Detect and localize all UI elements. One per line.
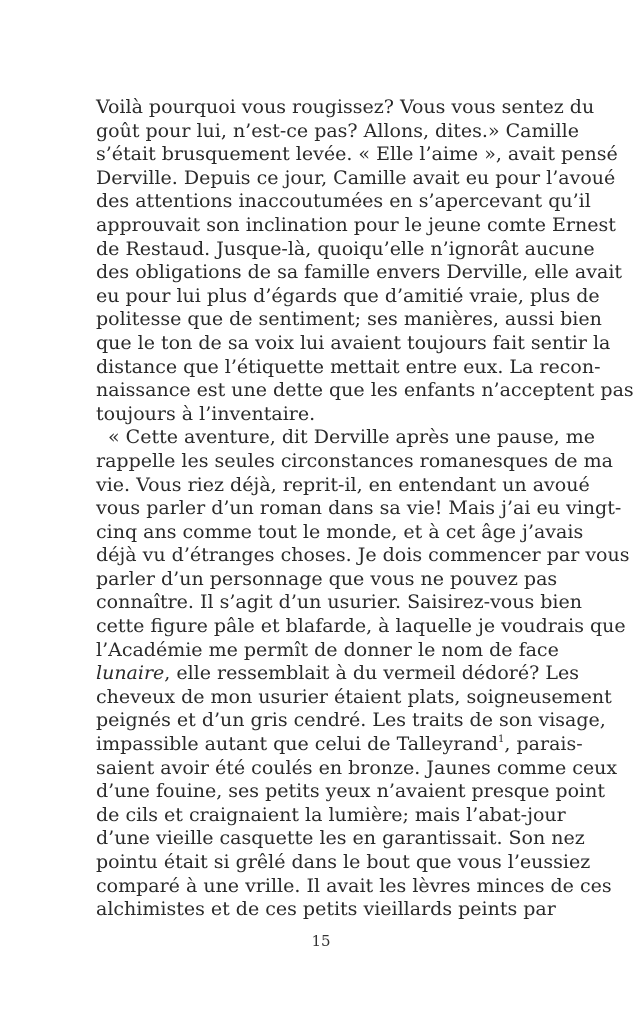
text-line: déjà vu d’étranges choses. Je dois commencer par vous <box>96 544 630 567</box>
text-line: pointu était si grêlé dans le bout que vous l’eussiez <box>96 851 591 873</box>
text-line: des obligations de sa famille envers Derville, elle avait <box>96 261 623 284</box>
text-segment: , elle ressemblait à du vermeil dédoré? Les <box>164 662 579 685</box>
text-line: cette figure pâle et blafarde, à laquelle je voudrais que <box>96 615 626 638</box>
text-line: Voilà pourquoi vous rougissez? Vous vous sentez du <box>96 96 595 118</box>
text-line: que le ton de sa voix lui avaient toujours fait sentir la <box>96 331 611 354</box>
text-line: comparé à une vrille. Il avait les lèvres minces de ces <box>96 874 612 897</box>
text-line-paragraph-start: « Cette aventure, dit Derville après une pause, me <box>108 426 595 449</box>
text-line: connaître. Il s’agit d’un usurier. Saisirez-vous bien <box>96 591 582 614</box>
text-segment: , parais- <box>504 733 583 756</box>
text-line: rappelle les seules circonstances romanesques de ma <box>96 449 613 472</box>
italic-word-lunaire: lunaire <box>96 662 165 685</box>
text-line: d’une fouine, ses petits yeux n’avaient presque point <box>96 780 605 803</box>
text-line: goût pour lui, n’est-ce pas? Allons, dites.» Camille <box>96 119 579 142</box>
text-line: peignés et d’un gris cendré. Les traits de son visage, <box>96 709 606 732</box>
text-line: saient avoir été coulés en bronze. Jaunes comme ceux <box>96 756 618 779</box>
text-line: des attentions inaccoutumées en s’apercevant qu’il <box>96 190 591 213</box>
page-number: 15 <box>311 932 331 950</box>
text-line: cinq ans comme tout le monde, et à cet âge j’avais <box>96 520 584 543</box>
body-text <box>96 96 634 922</box>
text-line: de cils et craignaient la lumière; mais l’abat-jour <box>96 803 566 826</box>
text-line: cheveux de mon usurier étaient plats, soigneusement <box>96 685 612 708</box>
text-line: naissance est une dette que les enfants n’acceptent pas <box>96 379 634 402</box>
text-line: parler d’un personnage que vous ne pouvez pas <box>96 567 558 590</box>
text-line-paragraph-end: toujours à l’inventaire. <box>96 402 316 425</box>
text-segment: impassible autant que celui de Talleyrand <box>96 733 499 756</box>
footnote-marker[interactable]: 1 <box>498 734 505 746</box>
text-line: distance que l’étiquette mettait entre eux. La recon- <box>96 355 601 378</box>
text-line: l’Académie me permît de donner le nom de face <box>96 638 559 661</box>
text-line: de Restaud. Jusque-là, quoiqu’elle n’ignorât aucune <box>96 237 595 260</box>
text-line <box>96 662 579 686</box>
text-line: eu pour lui plus d’égards que d’amitié vraie, plus de <box>96 284 600 307</box>
text-line: alchimistes et de ces petits vieillards peints par <box>96 898 556 921</box>
text-line: Derville. Depuis ce jour, Camille avait eu pour l’avoué <box>96 166 616 189</box>
text-line: approuvait son inclination pour le jeune comte Ernest <box>96 213 616 236</box>
text-line: politesse que de sentiment; ses manières, aussi bien <box>96 308 602 331</box>
text-line: d’une vieille casquette les en garantissait. Son nez <box>96 827 585 850</box>
text-line <box>96 733 583 757</box>
text-line: s’était brusquement levée. « Elle l’aime », avait pensé <box>96 143 618 166</box>
text-line: vie. Vous riez déjà, reprit-il, en entendant un avoué <box>96 473 590 496</box>
text-line: vous parler d’un roman dans sa vie! Mais j’ai eu vingt- <box>96 497 622 520</box>
